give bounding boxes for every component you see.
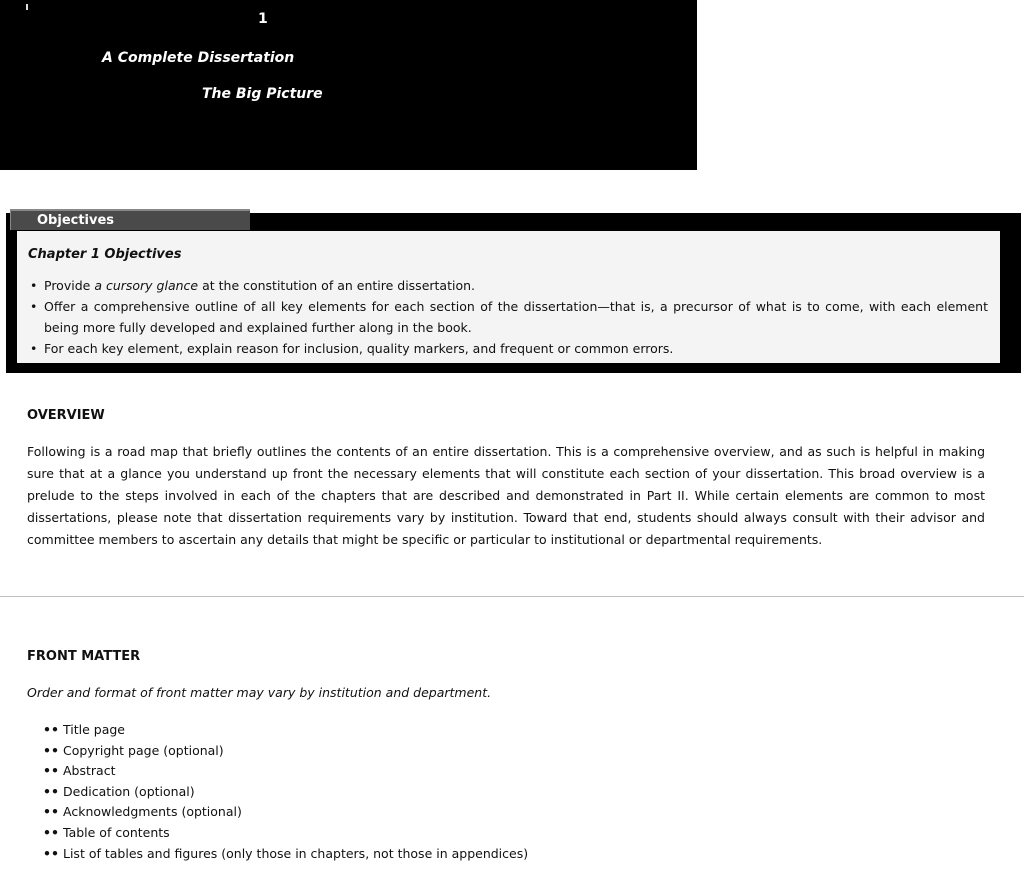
objective-item — [28, 338, 988, 359]
list-item — [43, 844, 985, 865]
bullet-dots: •• — [43, 804, 59, 820]
objectives-box — [17, 231, 1000, 363]
bullet-dots: •• — [43, 824, 59, 840]
list-item-text: Copyright page (optional) — [63, 742, 224, 758]
front-matter-list — [43, 720, 985, 864]
objective-text: For each key element, explain reason for inclusion, quality markers, and frequent or common errors. — [44, 341, 674, 356]
list-item-text: Abstract — [63, 763, 116, 779]
objective-item — [28, 296, 988, 338]
bullet-dot: • — [30, 278, 38, 293]
bullet-dots: •• — [43, 845, 59, 861]
list-item-text: Title page — [63, 722, 125, 737]
chapter-number: 1 — [258, 11, 268, 27]
objective-emphasis: a cursory glance — [94, 278, 199, 293]
bullet-dots: •• — [43, 722, 59, 737]
list-item — [43, 741, 985, 762]
list-item — [43, 720, 985, 741]
chapter-title: A Complete Dissertation — [102, 50, 295, 66]
list-item — [43, 761, 985, 782]
front-matter-section — [27, 649, 985, 864]
chapter-subtitle: The Big Picture — [202, 86, 323, 102]
list-item — [43, 823, 985, 844]
list-item-text: Table of contents — [63, 824, 170, 840]
list-item — [43, 782, 985, 803]
overview-heading: OVERVIEW — [27, 408, 105, 423]
bullet-dot: • — [30, 341, 38, 356]
section-divider — [0, 596, 1024, 597]
bullet-dots: •• — [43, 783, 59, 799]
bullet-dots: •• — [43, 742, 59, 758]
objectives-list — [28, 275, 988, 359]
front-matter-heading: FRONT MATTER — [27, 649, 141, 664]
overview-section — [27, 408, 985, 551]
objectives-tab: Objectives — [10, 209, 250, 230]
list-item-text: Acknowledgments (optional) — [63, 804, 242, 820]
objective-text-end: at the constitution of an entire dissertation. — [198, 278, 476, 293]
objective-item — [28, 275, 988, 296]
bullet-dot: • — [30, 299, 38, 314]
banner-mark — [26, 4, 28, 10]
objective-text: Provide — [44, 278, 95, 293]
overview-paragraph: Following is a road map that briefly outlines the contents of an entire dissertation. This is a comprehensive overview, and as such is helpful in making sure that at a glance you understand up front the necessary elements that will constitute each section of your dissertation. This broad overview is a prelude to the steps involved in each of the chapters that are described and demonstrated in Part II. While certain elements are common to most dissertations, please note that dissertation requirements vary by institution. Toward that end, students should always consult with their advisor and committee members to ascertain any details that might be specific or particular to institutional or departmental requirements. — [27, 444, 985, 547]
objectives-heading: Chapter 1 Objectives — [28, 247, 182, 262]
list-item-text: List of tables and figures (only those in chapters, not those in appendices) — [63, 845, 529, 861]
bullet-dots: •• — [43, 763, 59, 779]
list-item — [43, 802, 985, 823]
objective-text: Offer a comprehensive outline of all key elements for each section of the dissertation—that is, a precursor of what is to come, with each element being more fully developed and explained further along in the book. — [44, 299, 988, 335]
list-item-text: Dedication (optional) — [63, 783, 195, 799]
chapter-banner — [0, 0, 697, 170]
front-matter-note: Order and format of front matter may vary by institution and department. — [27, 685, 492, 700]
